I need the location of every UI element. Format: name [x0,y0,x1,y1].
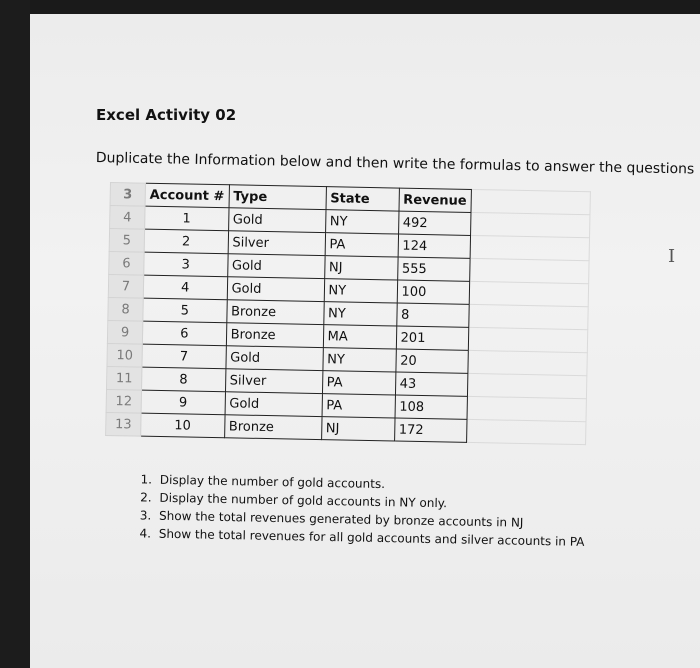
empty-cell[interactable] [470,258,589,283]
state-cell[interactable]: MA [323,325,396,349]
type-cell[interactable]: Gold [227,277,324,302]
revenue-cell[interactable]: 108 [395,395,468,419]
account-cell[interactable]: 8 [142,367,226,392]
type-cell[interactable]: Silver [228,231,325,256]
empty-cell[interactable] [468,350,587,375]
question-item: 3. Show the total revenues generated by bronze accounts in NJ [155,507,585,533]
empty-cell[interactable] [468,327,587,352]
account-cell[interactable]: 6 [142,321,226,346]
account-cell[interactable]: 9 [141,390,225,415]
empty-cell[interactable] [469,304,588,329]
document-title: Excel Activity 02 [96,106,237,124]
header-type[interactable]: Type [229,185,326,210]
question-item: 2. Display the number of gold accounts in NY only. [155,489,585,515]
row-number: 12 [106,389,141,413]
header-account[interactable]: Account # [145,183,229,208]
state-cell[interactable]: NY [322,348,395,372]
empty-cell[interactable] [471,212,590,237]
state-cell[interactable]: NY [325,210,398,234]
state-cell[interactable]: NJ [321,417,394,441]
empty-cell[interactable] [467,396,586,421]
type-cell[interactable]: Gold [225,346,322,371]
revenue-cell[interactable]: 172 [394,418,467,442]
type-cell[interactable]: Gold [227,254,324,279]
account-cell[interactable]: 1 [145,206,229,231]
type-cell[interactable]: Gold [228,208,325,233]
row-number: 7 [108,274,143,298]
account-cell[interactable]: 7 [142,344,226,369]
state-cell[interactable]: PA [322,394,395,418]
revenue-cell[interactable]: 8 [396,303,469,327]
account-cell[interactable]: 2 [144,229,228,254]
revenue-cell[interactable]: 492 [398,211,471,235]
type-cell[interactable]: Gold [225,392,322,417]
header-state[interactable]: State [326,187,399,211]
revenue-cell[interactable]: 20 [395,349,468,373]
type-cell[interactable]: Silver [225,369,322,394]
empty-cell[interactable] [471,189,590,214]
question-item: 1. Display the number of gold accounts. [156,471,586,497]
state-cell[interactable]: PA [322,371,395,395]
document-subtitle: Duplicate the Information below and then write the formulas to answer the questions [95,150,695,178]
monitor-bezel [30,0,700,14]
empty-cell[interactable] [469,281,588,306]
empty-cell[interactable] [467,419,586,444]
revenue-cell[interactable]: 100 [397,280,470,304]
empty-cell[interactable] [467,373,586,398]
row-number: 9 [107,320,142,344]
row-number: 13 [106,412,141,436]
account-cell[interactable]: 4 [143,275,227,300]
empty-cell[interactable] [470,235,589,260]
state-cell[interactable]: PA [325,233,398,257]
header-revenue[interactable]: Revenue [399,188,472,212]
state-cell[interactable]: NY [324,279,397,303]
account-cell[interactable]: 5 [143,298,227,323]
row-number: 3 [110,183,145,207]
revenue-cell[interactable]: 124 [398,234,471,258]
state-cell[interactable]: NY [323,302,396,326]
spreadsheet-table [105,182,591,445]
state-cell[interactable]: NJ [324,256,397,280]
row-number: 4 [110,206,145,230]
type-cell[interactable]: Bronze [226,300,323,325]
row-number: 6 [109,251,144,275]
revenue-cell[interactable]: 555 [397,257,470,281]
row-number: 10 [107,343,142,367]
revenue-cell[interactable]: 43 [395,372,468,396]
row-number: 5 [109,229,144,253]
type-cell[interactable]: Bronze [224,415,321,440]
account-cell[interactable]: 10 [141,413,225,438]
type-cell[interactable]: Bronze [226,323,323,348]
revenue-cell[interactable]: 201 [396,326,469,350]
account-cell[interactable]: 3 [144,252,228,277]
row-number: 8 [108,297,143,321]
question-item: 4. Show the total revenues for all gold accounts and silver accounts in PA [155,525,585,551]
text-cursor-icon: I [668,246,676,267]
row-number: 11 [107,366,142,390]
question-list [121,470,586,551]
